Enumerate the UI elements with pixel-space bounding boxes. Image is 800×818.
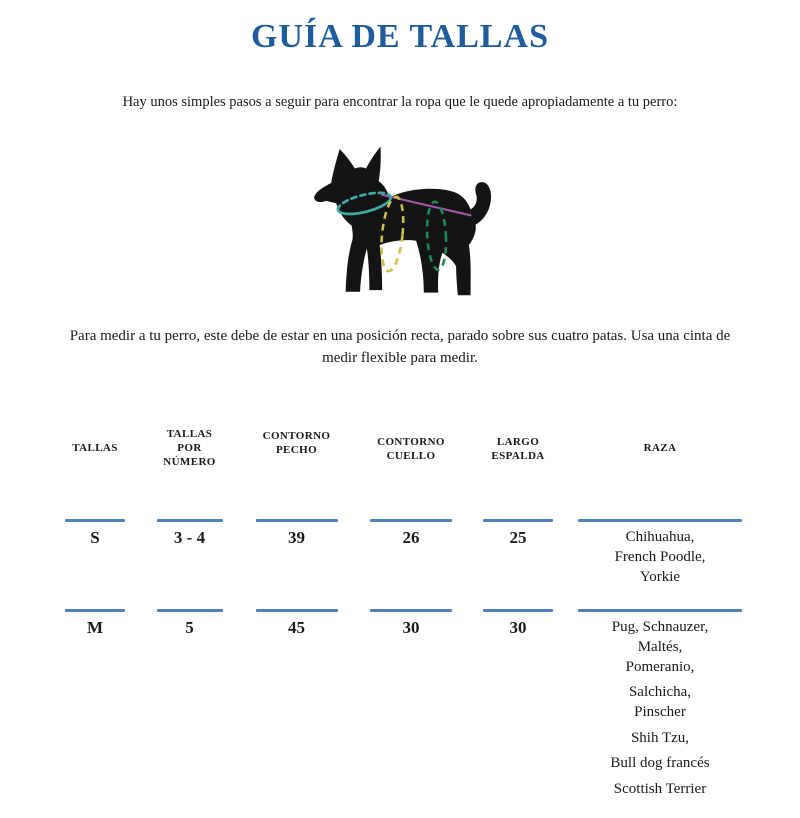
header-contorno-cuello: CONTORNO CUELLO: [377, 436, 445, 462]
cell-razas: [575, 519, 745, 609]
header-contorno-pecho: CONTORNO PECHO: [262, 430, 331, 456]
cell-contorno-cuello: [361, 609, 461, 799]
intro-text: Hay unos simples pasos a seguir para encontrar la ropa que le quede apropiadamente a tu perro:: [122, 94, 678, 110]
talla-numero-value: 3 - 4: [173, 528, 206, 547]
header-tallas-por-numero: TALLAS POR NÚMERO: [163, 428, 216, 468]
talla-value: S: [90, 528, 100, 547]
header-largo-espalda: LARGO ESPALDA: [491, 436, 545, 462]
razas-list: Pug, Schnauzer, Maltés, Pomeranio, Salchicha, Pinscher Shih Tzu, Bull dog francés Scottish Terrier: [610, 619, 710, 797]
talla-numero-value: 5: [185, 618, 194, 637]
cell-talla: [55, 609, 135, 799]
size-row-s: [0, 519, 800, 609]
cell-contorno-cuello: [361, 519, 461, 609]
contorno-pecho-value: 45: [288, 618, 305, 637]
row-divider-line: [370, 609, 452, 612]
header-raza: RAZA: [643, 442, 677, 454]
cell-largo-espalda: [473, 609, 563, 799]
header-tallas: TALLAS: [72, 442, 118, 454]
row-divider-line: [483, 609, 553, 612]
cell-razas: [575, 609, 745, 799]
cell-talla: [55, 519, 135, 609]
row-divider-line: [483, 519, 553, 522]
row-divider-line: [157, 519, 223, 522]
row-divider-line: [65, 519, 125, 522]
size-table-header-row: [0, 419, 800, 477]
talla-value: M: [86, 618, 104, 637]
contorno-cuello-value: 26: [402, 528, 420, 547]
row-divider-line: [578, 519, 742, 522]
cell-contorno-pecho: [244, 609, 349, 799]
measuring-instructions: Para medir a tu perro, este debe de estar en una posición recta, parado sobre sus cuatro patas. Usa una cinta de medir flexible para medir.: [69, 328, 731, 366]
size-guide-page: [0, 18, 800, 818]
cell-contorno-pecho: [244, 519, 349, 609]
row-divider-line: [370, 519, 452, 522]
size-row-m: [0, 609, 800, 799]
cell-talla-numero: [147, 609, 232, 799]
size-table: [0, 419, 800, 799]
row-divider-line: [578, 609, 742, 612]
contorno-cuello-value: 30: [402, 618, 420, 637]
row-divider-line: [65, 609, 125, 612]
page-title: GUÍA DE TALLAS: [250, 18, 550, 55]
contorno-pecho-value: 39: [288, 528, 305, 547]
largo-espalda-value: 25: [509, 528, 527, 547]
cell-largo-espalda: [473, 519, 563, 609]
row-divider-line: [157, 609, 223, 612]
row-divider-line: [256, 609, 338, 612]
largo-espalda-value: 30: [509, 618, 527, 637]
row-divider-line: [256, 519, 338, 522]
cell-talla-numero: [147, 519, 232, 609]
dog-diagram-svg: [298, 132, 502, 302]
razas-list: Chihuahua, French Poodle, Yorkie: [614, 529, 706, 585]
dog-measurement-diagram: [0, 123, 800, 311]
